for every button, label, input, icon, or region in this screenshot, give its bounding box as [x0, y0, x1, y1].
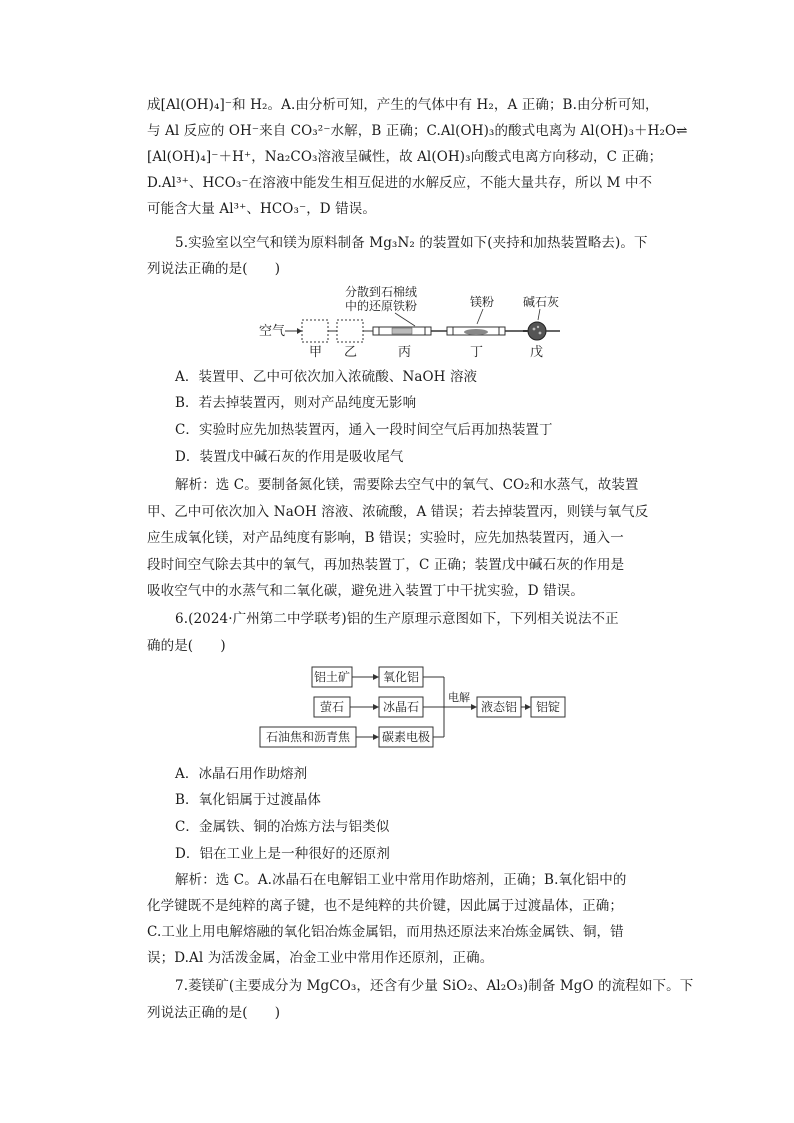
label-magnesium: 镁粉	[470, 295, 495, 309]
option-a: A．装置甲、乙中可依次加入浓硫酸、NaOH 溶液	[175, 369, 478, 385]
label-jia: 甲	[309, 345, 323, 360]
label-iron-powder: 分散到石棉绒	[345, 285, 418, 299]
analysis-line: C.工业上用电解熔融的氧化铝冶炼金属铝，而用热还原法来冶炼金属铁、铜，错	[147, 924, 624, 940]
analysis-line: 解析：选 C。A.冰晶石在电解铝工业中常用作助熔剂，正确；B.氧化铝中的	[175, 872, 627, 888]
analysis-line: 解析：选 C。要制备氮化镁，需要除去空气中的氧气、CO₂和水蒸气，故装置	[175, 477, 639, 493]
text-line: D.Al³⁺、HCO₃⁻在溶液中能发生相互促进的水解反应，不能大量共存，所以 M 中不	[147, 175, 653, 191]
aluminum-production-flowchart	[258, 662, 568, 752]
box-fluorite: 萤石	[319, 700, 345, 714]
box-alumina: 氧化铝	[382, 670, 420, 684]
box-bauxite: 铝土矿	[313, 670, 351, 684]
box-coke: 石油焦和沥青焦	[265, 730, 351, 744]
analysis-line: 甲、乙中可依次加入 NaOH 溶液、浓硫酸，A 错误；若去掉装置丙，则镁与氧气反	[147, 504, 649, 520]
box-aluminum-ingot: 铝锭	[535, 700, 561, 714]
question-7-stem: 7.菱镁矿(主要成分为 MgCO₃，还含有少量 SiO₂、Al₂O₃)制备 MgO 的流程如下。下	[175, 978, 694, 994]
box-liquid-aluminum: 液态铝	[480, 700, 518, 714]
text-line: 可能含大量 Al³⁺、HCO₃⁻，D 错误。	[147, 201, 376, 217]
option-d: D．装置戊中碱石灰的作用是吸收尾气	[175, 449, 404, 465]
apparatus-diagram	[255, 282, 575, 362]
text-line: 与 Al 反应的 OH⁻来自 CO₃²⁻水解，B 正确；C.Al(OH)₃的酸式电离为 Al(OH)₃＋H₂O⇌	[147, 123, 688, 139]
analysis-line: 段时间空气除去其中的氧气，再加热装置丁，C 正确；装置戊中碱石灰的作用是	[147, 557, 625, 573]
option-c: C．实验时应先加热装置丙，通入一段时间空气后再加热装置丁	[175, 422, 553, 438]
text-line: [Al(OH)₄]⁻＋H⁺，Na₂CO₃溶液呈碱性，故 Al(OH)₃向酸式电离方向移动，C 正确；	[147, 149, 663, 165]
question-5-stem: 5.实验室以空气和镁为原料制备 Mg₃N₂ 的装置如下(夹持和加热装置略去)。下	[175, 235, 648, 251]
label-iron-powder-2: 中的还原铁粉	[345, 299, 418, 313]
option-c: C．金属铁、铜的冶炼方法与铝类似	[175, 819, 390, 835]
label-air: 空气	[259, 324, 286, 339]
label-wu: 戊	[530, 345, 544, 360]
label-electrolysis: 电解	[448, 691, 470, 704]
box-carbon-electrode: 碳素电极	[381, 730, 431, 744]
label-yi: 乙	[344, 345, 358, 360]
option-d: D．铝在工业上是一种很好的还原剂	[175, 846, 390, 862]
analysis-line: 吸收空气中的水蒸气和二氧化碳，避免进入装置丁中干扰实验，D 错误。	[147, 583, 584, 599]
question-7-stem: 列说法正确的是( )	[147, 1005, 281, 1021]
question-5-stem: 列说法正确的是( )	[147, 261, 281, 277]
analysis-line: 误；D.Al 为活泼金属，冶金工业中常用作还原剂，正确。	[147, 950, 494, 966]
question-6-stem: 确的是( )	[147, 638, 226, 654]
analysis-line: 化学键既不是纯粹的离子键，也不是纯粹的共价键，因此属于过渡晶体，正确；	[147, 898, 623, 914]
label-soda-lime: 碱石灰	[523, 295, 560, 309]
text-line: 成[Al(OH)₄]⁻和 H₂。A.由分析可知，产生的气体中有 H₂，A 正确；B.由分析可知，	[147, 97, 659, 113]
option-b: B．氧化铝属于过渡晶体	[175, 792, 322, 808]
label-ding: 丁	[470, 345, 484, 360]
box-cryolite: 冰晶石	[382, 700, 420, 714]
option-a: A．冰晶石用作助熔剂	[175, 766, 308, 782]
option-b: B．若去掉装置丙，则对产品纯度无影响	[175, 395, 417, 411]
analysis-line: 应生成氧化镁，对产品纯度有影响，B 错误；实验时，应先加热装置丙，通入一	[147, 530, 624, 546]
label-bing: 丙	[398, 345, 412, 360]
question-6-stem: 6.(2024·广州第二中学联考)铝的生产原理示意图如下，下列相关说法不正	[175, 611, 619, 627]
